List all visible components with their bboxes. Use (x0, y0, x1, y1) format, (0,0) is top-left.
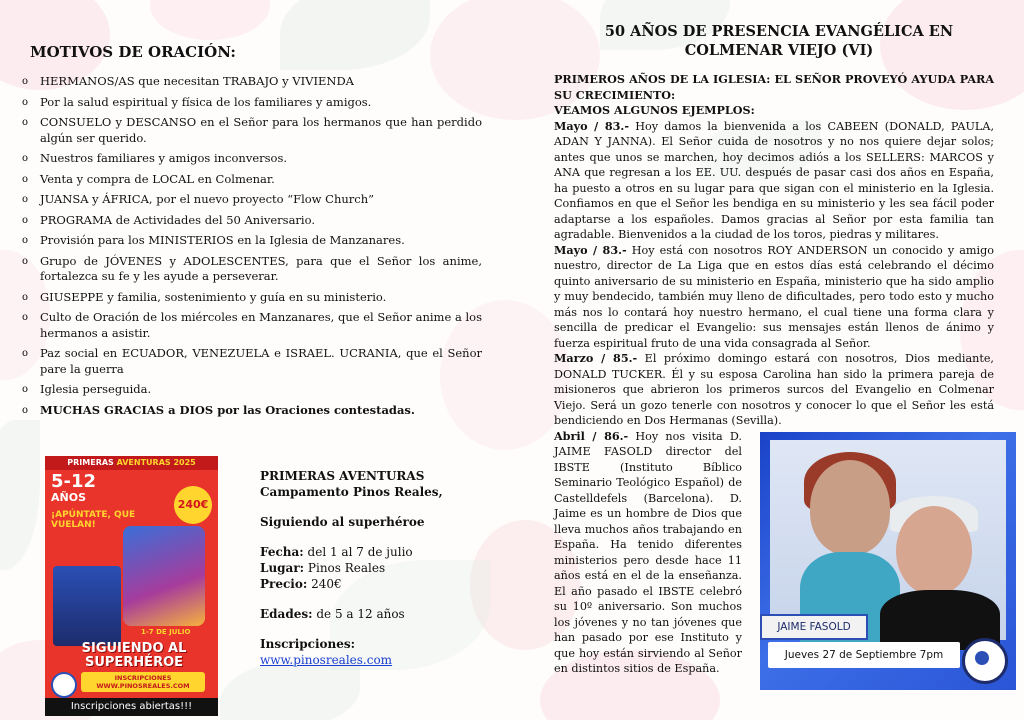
camp-fecha-value: del 1 al 7 de julio (303, 545, 413, 559)
prayer-item (22, 172, 482, 188)
poster-dates: 1-7 DE JULIO (141, 628, 191, 636)
jaime-fasold-photo (760, 432, 1016, 690)
poster-price-badge: 240€ (174, 486, 212, 524)
prayer-item (22, 95, 482, 111)
prayer-item (22, 151, 482, 167)
photo-frame (770, 440, 1006, 640)
entry-text: Hoy damos la bienvenida a los CABEEN (DONALD, PAULA, ADAN Y JANNA). El Señor cuida de nosotros y no nos quiere dejar solos; antes que unos se marchen, hoy decimos adiós a los SELLERS: MARCOS y ANA que regresan a los EE. UU. después de pasar casi dos años en España, ha puesto a otros en su lugar para que sigan con el ministerio en la Iglesia. Confiamos en que el Señor les bendiga en su ministerio y les sea fácil poder adaptarse a los españoles. Damos gracias al Señor por esta familia tan agradable. Bienvenidos a la ciudad de los toros, piedras y militares. (554, 119, 994, 241)
camp-edades (260, 606, 500, 622)
prayer-text: Nuestros familiares y amigos inconversos. (40, 151, 288, 165)
prayer-item (22, 346, 482, 377)
poster-header-a: PRIMERAS (67, 458, 117, 467)
poster-footer: Inscripciones abiertas!!! (45, 698, 218, 716)
prayer-item (22, 310, 482, 341)
poster-age (51, 471, 97, 506)
poster-header (45, 456, 218, 470)
bullet-icon: o (22, 153, 29, 164)
bullet-icon: o (22, 76, 29, 87)
camp-precio-value: 240€ (307, 577, 342, 591)
prayer-item (22, 403, 482, 419)
camp-precio (260, 576, 500, 592)
poster-inscriptions: INSCRIPCIONES WWW.PINOSREALES.COM (81, 672, 205, 692)
history-examples-heading: VEAMOS ALGUNOS EJEMPLOS: (554, 103, 755, 117)
camp-edades-value: de 5 a 12 años (312, 607, 405, 621)
entry-date: Abril / 86.- (554, 428, 629, 443)
bullet-icon: o (22, 255, 29, 267)
prayer-text: Provisión para los MINISTERIOS en la Iglesia de Manzanares. (40, 233, 405, 247)
camp-title: PRIMERAS AVENTURAS (260, 469, 425, 483)
camp-lugar-value: Pinos Reales (304, 561, 386, 575)
superhero-illustration (123, 526, 205, 626)
camp-edades-label: Edades: (260, 607, 313, 621)
bullet-icon: o (22, 404, 29, 416)
poster-age-range: 5-12 (51, 471, 97, 492)
poster-headline: SIGUIENDO AL SUPERHÉROE (81, 641, 187, 670)
prayer-item (22, 382, 482, 398)
camp-fecha-label: Fecha: (260, 545, 304, 559)
camp-info (260, 468, 500, 668)
woman-face (810, 460, 890, 555)
camp-lugar (260, 560, 500, 576)
history-title: 50 AÑOS DE PRESENCIA EVANGÉLICA EN COLMENAR VIEJO (VI) (604, 23, 954, 59)
prayer-text: JUANSA y ÁFRICA, por el nuevo proyecto “Flow Church” (40, 192, 374, 206)
prayer-text: MUCHAS GRACIAS a DIOS por las Oraciones contestadas. (40, 402, 415, 417)
bullet-icon: o (22, 194, 29, 205)
entry-date: Mayo / 83.- (554, 242, 627, 257)
history-entry (554, 119, 994, 243)
bullet-icon: o (22, 312, 29, 323)
prayer-title: MOTIVOS DE ORACIÓN: (30, 43, 236, 61)
prayer-text: Paz social en ECUADOR, VENEZUELA e ISRAEL. UCRANIA, que el Señor pare la guerra (40, 346, 482, 376)
prayer-item (22, 290, 482, 306)
history-entry (554, 351, 994, 429)
prayer-item (22, 213, 482, 229)
photo-date-tag: Jueves 27 de Septiembre 7pm (768, 642, 960, 668)
bullet-icon: o (22, 96, 29, 108)
prayer-item (22, 254, 482, 285)
history-subtitle: PRIMEROS AÑOS DE LA IGLESIA: EL SEÑOR PROVEYÓ AYUDA PARA SU CRECIMIENTO: (554, 72, 994, 102)
poster-age-unit: AÑOS (51, 491, 86, 504)
kids-photo (53, 566, 121, 646)
bullet-icon: o (22, 173, 29, 185)
camp-fecha (260, 544, 500, 560)
camp-lugar-label: Lugar: (260, 561, 305, 575)
poster-slogan: ¡APÚNTATE, QUE VUELAN! (51, 510, 136, 530)
prayer-text: Venta y compra de LOCAL en Colmenar. (40, 171, 275, 186)
prayer-item (22, 115, 482, 146)
prayer-text: Iglesia perseguida. (40, 382, 152, 396)
entry-text: El próximo domingo estará con nosotros, Dios mediante, DONALD TUCKER. Él y su esposa Carolina han sido la primera pareja de misioneros que abrieron los primeros surcos del Evangelio en Colmenar Viejo. Será un gozo tenerle con nosotros y conocer lo que el Señor les está bendiciendo en Dos Hermanas (Sevilla). (554, 352, 994, 427)
entry-text: Hoy nos visita D. JAIME FASOLD director del IBSTE (Instituto Bíblico Seminario Teológico Español) de Castelldefels (Barcelona). D. Jaime es un hombre de Dios que lleva muchos años trabajando en España. Ha tenido diferentes ministerios pero desde hace 11 años está en el de la enseñanza. El año pasado el IBSTE celebró su 10º aniversario. Son muchos los jóvenes y no tan jóvenes que han pasado por ese Instituto y que hoy están sirviendo al Señor en distintos sitios de España. (554, 429, 742, 675)
ibste-seal-icon (962, 638, 1008, 684)
prayer-text: Por la salud espiritual y física de los familiares y amigos. (40, 94, 372, 109)
photo-name-tag: JAIME FASOLD (760, 614, 868, 640)
prayer-item (22, 192, 482, 208)
camp-theme: Siguiendo al superhéroe (260, 515, 425, 529)
camp-poster (45, 456, 218, 716)
prayer-text: PROGRAMA de Actividades del 50 Aniversario. (40, 212, 315, 227)
prayer-text: Grupo de JÓVENES y ADOLESCENTES, para que el Señor los anime, fortalezca su fe y les ayude a perseverar. (40, 253, 482, 283)
prayer-text: HERMANOS/AS que necesitan TRABAJO y VIVIENDA (40, 74, 354, 88)
prayer-list (22, 74, 482, 423)
camp-subtitle: Campamento Pinos Reales, (260, 485, 443, 499)
history-entry (554, 429, 742, 677)
bullet-icon: o (22, 384, 29, 395)
camp-inscripciones-label: Inscripciones: (260, 637, 356, 651)
prayer-text: CONSUELO y DESCANSO en el Señor para los hermanos que han perdido algún ser querido. (40, 115, 482, 145)
bullet-icon: o (22, 291, 29, 303)
prayer-text: Culto de Oración de los miércoles en Manzanares, que el Señor anime a los hermanos a asistir. (40, 310, 482, 340)
prayer-text: GIUSEPPE y familia, sostenimiento y guía en su ministerio. (40, 289, 387, 304)
camp-logo (51, 672, 77, 698)
entry-text: Hoy está con nosotros ROY ANDERSON un conocido y amigo nuestro, director de La Liga que en estos días está celebrando el décimo quinto aniversario de su ministerio en España, ministerio que ha sido amplio y muy bendecido, también muy lleno de dificultades, pero todo esto y mucho más nos lo contará hoy nuestro hermano, el cual tiene una forma clara y sencilla de predicar el Evangelio: sus mensajes están llenos de ánimo y fuerza espiritual fruto de una vida consagrada al Señor. (554, 243, 994, 350)
bullet-icon: o (22, 348, 29, 359)
camp-website-link[interactable]: www.pinosreales.com (260, 653, 393, 667)
prayer-item (22, 74, 482, 90)
camp-precio-label: Precio: (260, 577, 308, 591)
entry-date: Marzo / 85.- (554, 351, 638, 365)
poster-header-b: AVENTURAS 2025 (116, 458, 196, 467)
bullet-icon: o (22, 117, 29, 128)
bullet-icon: o (22, 214, 29, 226)
prayer-item (22, 233, 482, 249)
bullet-icon: o (22, 235, 29, 246)
entry-date: Mayo / 83.- (554, 118, 629, 133)
history-entry (554, 243, 994, 352)
man-face (896, 506, 972, 596)
